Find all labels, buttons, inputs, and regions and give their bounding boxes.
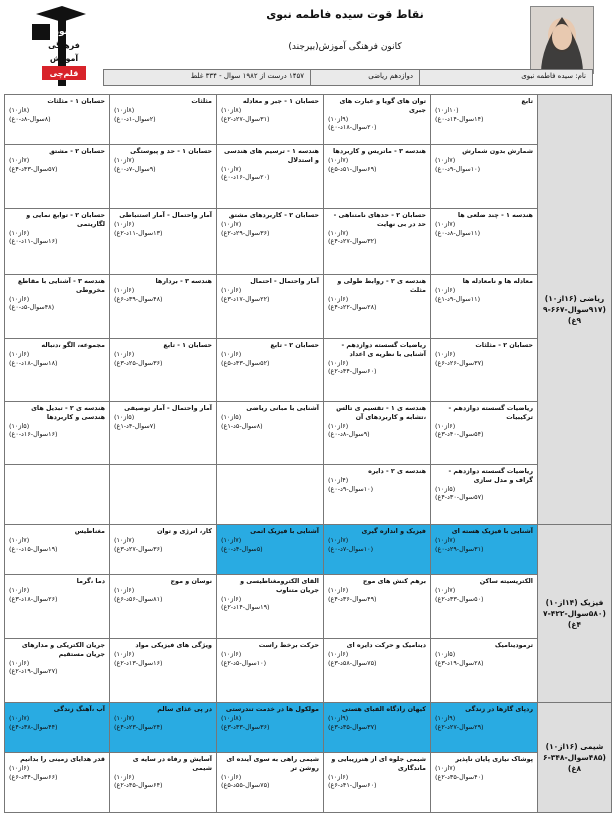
topic-title: حسابان ۱ - حد و پیوستگی <box>130 147 212 155</box>
topic-cell <box>431 275 538 339</box>
topic-score: (۵از۱۰) <box>435 649 456 658</box>
topic-title: جریان الکتریکی و مدارهای جریان مستقیم <box>21 641 105 658</box>
topic-score: (۶از۱۰) <box>221 349 242 358</box>
topic-title: مثلثات <box>191 97 212 105</box>
student-photo <box>530 6 594 74</box>
topic-counts: (۳۶سوال-۲۹د-۲غ) <box>221 228 270 237</box>
topic-title: ویژگی های فیزیکی مواد <box>135 641 212 649</box>
topic-score: (۷از۱۰) <box>221 164 242 173</box>
topic-counts: (۵۰سوال-۳۳د-۲غ) <box>435 594 484 603</box>
topic-cell <box>110 703 217 753</box>
topic-cell <box>324 275 431 339</box>
topic-cell <box>324 703 431 753</box>
topic-title: شیمی جلوه ای از هنرزیبایی و ماندگاری <box>331 755 426 772</box>
topic-cell <box>431 703 538 753</box>
topic-score: (۷از۱۰) <box>9 713 30 722</box>
topic-counts: (۱۰سوال-۵د-۲غ) <box>221 658 267 667</box>
topic-title: فیزیک و اندازه گیری <box>361 527 426 535</box>
topic-counts: (۱۱سوال-۹د-۱غ) <box>435 294 481 303</box>
table-row <box>5 275 612 339</box>
topic-cell <box>217 465 324 525</box>
topic-counts: (۴۹سوال-۳۶د-۴غ) <box>328 594 377 603</box>
topic-cell <box>110 339 217 402</box>
topic-title: شیمی راهی به سوی آینده ای روشن تر <box>226 755 319 772</box>
topic-counts: (۶۴سوال-۴۵د-۲غ) <box>114 781 163 790</box>
topic-title: ریاضیات گسسته دوازدهم - ترکیبیات <box>448 404 533 421</box>
topic-score: (۶از۱۰) <box>114 349 135 358</box>
topic-score: (۹از۱۰) <box>435 713 456 722</box>
topic-title: آشنایی با فیزیک هسته ای <box>451 527 533 535</box>
subject-label: ریاضی (۱۶از۱۰) (۹۱۷سوال-۶۶۷-۹۹غ) <box>543 293 606 326</box>
topic-score: (۶از۱۰) <box>114 772 135 781</box>
topic-counts: (۲۸سوال-۱۹د-۳غ) <box>435 658 484 667</box>
topic-title: دما ،گرما <box>76 577 105 585</box>
topic-title: ردپای گازها در زندگی <box>465 705 533 713</box>
topic-counts: (۹سوال-۸د-۰غ) <box>328 430 370 439</box>
topic-title: ترمودینامیک <box>494 641 533 649</box>
ghalamchi-logo <box>28 4 90 86</box>
topic-cell <box>217 95 324 145</box>
topic-counts: (۳۲سوال-۲۷د-۴غ) <box>328 237 377 246</box>
topic-cell <box>5 575 110 639</box>
topic-score: (۷از۱۰) <box>9 155 30 164</box>
topic-cell <box>110 753 217 813</box>
topic-counts: (۲۶سوال-۱۸د-۳غ) <box>9 594 58 603</box>
topic-cell <box>110 575 217 639</box>
topic-cell <box>217 402 324 465</box>
topic-score: (۶از۱۰) <box>221 285 242 294</box>
topic-cell <box>324 95 431 145</box>
topic-score: (۷از۱۰) <box>9 535 30 544</box>
student-avatar-icon <box>531 7 593 73</box>
topic-cell <box>110 275 217 339</box>
topic-title: آمار واحتمال - آمار توصیفی <box>124 404 212 412</box>
topic-cell <box>324 525 431 575</box>
topic-counts: (۵سوال-۴د-۰غ) <box>221 544 263 553</box>
topic-counts: (۱۹سوال-۱۴د-۲غ) <box>221 603 270 612</box>
topic-counts: (۳۱سوال-۲۷د-۲غ) <box>221 114 270 123</box>
topic-score: (۶از۱۰) <box>328 421 349 430</box>
topic-counts: (۲۹سوال-۲۷د-۲غ) <box>435 722 484 731</box>
report-subtitle: کانون فرهنگی آموزش(بیرجند) <box>288 42 402 52</box>
topic-title: کیهان زادگاه الفبای هستی <box>341 705 426 713</box>
topic-counts: (۵۲سوال-۴۳د-۵غ) <box>221 358 270 367</box>
topic-title: دینامیک و حرکت دایره ای <box>346 641 426 649</box>
topic-counts: (۲۸سوال-۲۲د-۴غ) <box>328 303 377 312</box>
subject-label: فیزیک (۱۴از۱۰) (۵۸۰سوال-۴۲۲-۷۴غ) <box>543 597 606 630</box>
topic-cell <box>324 209 431 275</box>
topic-counts: (۱۶سوال-۱۳د-۲غ) <box>114 658 163 667</box>
topic-title: حسابان ۱ - تابع <box>163 341 212 349</box>
topic-score: (۷از۱۰) <box>435 585 456 594</box>
svg-text:قلم‌چی: قلم‌چی <box>49 69 79 78</box>
topic-score: (۷از۱۰) <box>435 219 456 228</box>
table-row <box>5 402 612 465</box>
topic-title: حسابان ۲ - حدهای نامتناهی - حد در بی نهایت <box>333 211 426 228</box>
topic-cell <box>431 465 538 525</box>
topic-title: ریاضیات گسسته دوازدهم - آشنایی با نظریه ی اعداد <box>341 341 426 358</box>
topic-score: (۶از۱۰) <box>435 349 456 358</box>
topic-title: شمارش بدون شمارش <box>462 147 533 155</box>
table-row <box>5 209 612 275</box>
topic-counts: (۱۹سوال-۱۵د-۰غ) <box>9 544 58 553</box>
topic-cell <box>5 753 110 813</box>
student-grade: دوازدهم ریاضی <box>310 70 419 85</box>
topic-score: (۶از۱۰) <box>221 772 242 781</box>
topic-counts: (۶۶سوال-۳۴د-۶غ) <box>9 772 58 781</box>
topic-cell <box>431 402 538 465</box>
topic-score: (۷از۱۰) <box>435 763 456 772</box>
topic-score: (۶از۱۰) <box>435 421 456 430</box>
topic-title: برهم کنش های موج <box>362 577 426 585</box>
topic-cell <box>110 145 217 209</box>
topic-title: آشنایی با فیزیک اتمی <box>250 527 319 535</box>
topic-score: (۶از۱۰) <box>114 585 135 594</box>
topic-cell <box>217 575 324 639</box>
topic-cell <box>110 525 217 575</box>
topic-cell <box>5 209 110 275</box>
topic-title: هندسه ی ۲ - تبدیل های هندسی و کاربردها <box>31 404 105 421</box>
topic-cell <box>217 525 324 575</box>
topic-title: حسابان ۲ - تابع <box>270 341 319 349</box>
topic-score: (۷از۱۰) <box>328 155 349 164</box>
table-row <box>5 703 612 753</box>
topic-score: (۶از۱۰) <box>114 649 135 658</box>
topic-cell <box>431 753 538 813</box>
topic-counts: (۷۵سوال-۵۵د-۵غ) <box>221 781 270 790</box>
topic-cell <box>217 703 324 753</box>
svg-text:آموزش: آموزش <box>49 54 79 63</box>
topic-counts: (۲۰سوال-۱۸د-۰غ) <box>328 123 377 132</box>
topic-title: هندسه ۱ - چند ضلعی ها <box>457 211 533 219</box>
topic-counts: (۱۰سوال-۹د-۰غ) <box>435 164 481 173</box>
topic-cell <box>217 339 324 402</box>
topic-title: آسایش و رفاه در سایه ی شیمی <box>132 755 212 772</box>
topic-score: (۹از۱۰) <box>328 114 349 123</box>
table-row <box>5 145 612 209</box>
topic-title: حسابان ۲ - توابع نمایی و لگاریتمی <box>26 211 105 228</box>
topic-counts: (۵۷سوال-۴۳د-۴غ) <box>9 164 58 173</box>
topic-title: حسابان ۱ - مثلثات <box>47 97 105 105</box>
topic-counts: (۷۵سوال-۵۸د-۳غ) <box>328 658 377 667</box>
subject-cell <box>538 703 612 813</box>
table-row <box>5 575 612 639</box>
svg-text:فرهنگی: فرهنگی <box>48 41 80 50</box>
topic-title: قدر هدایای زمینی را بدانیم <box>20 755 105 763</box>
topic-title: حسابان ۲ - مثلثات <box>475 341 533 349</box>
topic-cell <box>431 575 538 639</box>
topic-score: (۷از۱۰) <box>114 155 135 164</box>
topic-score: (۷از۱۰) <box>114 713 135 722</box>
topic-title: توان های گویا و عبارت های جبری <box>339 97 426 114</box>
topic-cell <box>217 275 324 339</box>
topic-cell <box>110 95 217 145</box>
topic-cell <box>217 209 324 275</box>
topic-score: (۶از۱۰) <box>9 763 30 772</box>
topic-cell <box>5 95 110 145</box>
topic-counts: (۳۶سوال-۲۵د-۳غ) <box>114 358 163 367</box>
topic-cell <box>217 145 324 209</box>
topic-title: هندسه ۳ - ماتریس و کاربردها <box>332 147 426 155</box>
topic-title: مجموعه، الگو ،دنباله <box>41 341 105 349</box>
topic-counts: (۶۰سوال-۴۱د-۶غ) <box>328 781 377 790</box>
table-row <box>5 753 612 813</box>
topic-title: آمار واحتمال - احتمال <box>250 277 319 285</box>
topic-title: حسابان ۲ - کاربردهای مشتق <box>228 211 319 219</box>
student-stats: ۱۴۵۷ درست از ۱۹۸۲ سوال - ۳۳۴ غلط <box>190 72 304 80</box>
topic-title: هندسه ی ۲ - روابط طولی و مثلث <box>337 277 426 294</box>
topic-score: (۷از۱۰) <box>328 535 349 544</box>
topic-cell <box>110 465 217 525</box>
topic-cell <box>431 95 538 145</box>
topic-counts: (۵۷سوال-۳۰د-۴غ) <box>435 493 484 502</box>
topic-title: آب ،آهنگ زندگی <box>53 705 105 713</box>
topic-score: (۹از۱۰) <box>328 713 349 722</box>
topic-title: الکتریسیته ساکن <box>479 577 533 585</box>
topic-score: (۷از۱۰) <box>114 535 135 544</box>
topic-title: حسابان ۲ - مشتق <box>49 147 105 155</box>
topic-cell <box>5 639 110 703</box>
topic-title: در پی غذای سالم <box>157 705 212 713</box>
topic-score: (۸از۱۰) <box>221 105 242 114</box>
table-row <box>5 465 612 525</box>
topic-title: آشنایی با مبانی ریاضی <box>246 404 319 412</box>
topic-cell <box>431 339 538 402</box>
topic-counts: (۲۰سوال-۱۶د-۰غ) <box>221 173 270 182</box>
topic-score: (۷از۱۰) <box>435 155 456 164</box>
topic-score: (۸از۱۰) <box>9 105 30 114</box>
topic-score: (۶از۱۰) <box>9 658 30 667</box>
topic-counts: (۶۹سوال-۵۱د-۵غ) <box>328 164 377 173</box>
topic-counts: (۸سوال-۸د-۰غ) <box>9 114 51 123</box>
subject-label: شیمی (۱۶از۱۰) (۴۸۵سوال-۳۴۸-۶۸غ) <box>543 741 606 774</box>
topic-score: (۶از۱۰) <box>221 649 242 658</box>
topic-title: آمار واحتمال - آمار استنباطی <box>119 211 212 219</box>
topic-score: (۷از۱۰) <box>221 535 242 544</box>
table-row <box>5 95 612 145</box>
table-row <box>5 525 612 575</box>
topic-score: (۷از۱۰) <box>435 535 456 544</box>
topic-counts: (۱۰سوال-۹د-۰غ) <box>328 484 374 493</box>
topic-cell <box>324 339 431 402</box>
strengths-table <box>4 94 612 813</box>
table-row <box>5 639 612 703</box>
topic-score: (۶از۱۰) <box>114 285 135 294</box>
topic-counts: (۳۷سوال-۲۶د-۶غ) <box>435 358 484 367</box>
topic-counts: (۷سوال-۴د-۱غ) <box>114 421 156 430</box>
topic-cell <box>324 145 431 209</box>
topic-counts: (۱۴سوال-۱۴د-۰غ) <box>435 114 484 123</box>
topic-cell <box>431 525 538 575</box>
topic-counts: (۱۱سوال-۸د-۰غ) <box>435 228 481 237</box>
topic-cell <box>5 339 110 402</box>
topic-title: کار، انرژی و توان <box>156 527 212 535</box>
topic-title: هندسه ۳ - آشنایی با مقاطع مخروطی <box>17 277 105 294</box>
topic-counts: (۳۱سوال-۲۹د-۰غ) <box>435 544 484 553</box>
topic-counts: (۴۸سوال-۳۹د-۶غ) <box>114 294 163 303</box>
topic-score: (۶از۱۰) <box>9 228 30 237</box>
topic-cell <box>324 639 431 703</box>
topic-score: (۶از۱۰) <box>9 349 30 358</box>
topic-counts: (۲۲سوال-۱۷د-۳غ) <box>221 294 270 303</box>
topic-cell <box>5 525 110 575</box>
topic-counts: (۲۷سوال-۱۹د-۲غ) <box>9 667 58 676</box>
topic-score: (۶از۱۰) <box>114 219 135 228</box>
topic-cell <box>431 145 538 209</box>
topic-score: (۶از۱۰) <box>328 358 349 367</box>
topic-score: (۶از۱۰) <box>9 294 30 303</box>
subject-cell <box>538 95 612 525</box>
topic-score: (۶از۱۰) <box>328 294 349 303</box>
topic-title: حسابان ۱ - جبر و معادله <box>242 97 319 105</box>
topic-counts: (۶۰سوال-۴۴د-۲غ) <box>328 367 377 376</box>
topic-score: (۶از۱۰) <box>9 585 30 594</box>
topic-score: (۶از۱۰) <box>221 594 242 603</box>
topic-score: (۴از۱۰) <box>328 475 349 484</box>
table-row <box>5 339 612 402</box>
topic-title: القای الکترومغناطیسی و جریان متناوب <box>240 577 319 594</box>
topic-score: (۵از۱۰) <box>9 421 30 430</box>
topic-cell <box>110 639 217 703</box>
topic-title: هندسه ۱ - ترسیم های هندسی و استدلال <box>223 147 319 164</box>
topic-title: هندسه ۳ - بردارها <box>155 277 212 285</box>
topic-counts: (۲۴سوال-۲۳د-۴غ) <box>114 722 163 731</box>
topic-counts: (۴۸سوال-۵د-۰غ) <box>9 303 55 312</box>
topic-cell <box>5 402 110 465</box>
topic-cell <box>5 465 110 525</box>
topic-title: هندسه ی ۲ - دایره <box>368 467 426 475</box>
topic-title: هندسه ی ۱ - تقسیم ی تالس ،تشابه و کاربردهای آن <box>336 404 426 421</box>
topic-counts: (۳۶سوال-۳۳د-۳غ) <box>221 722 270 731</box>
topic-title: معادله ها و نامعادله ها <box>462 277 533 285</box>
student-info-bar <box>103 69 593 86</box>
topic-counts: (۱۶سوال-۱۱د-۰غ) <box>9 237 58 246</box>
topic-cell <box>5 703 110 753</box>
topic-title: مغناطیس <box>74 527 105 535</box>
topic-cell <box>431 209 538 275</box>
report-title: نقاط قوت سیده فاطمه نبوی <box>266 8 424 21</box>
topic-score: (۵از۱۰) <box>114 412 135 421</box>
topic-cell <box>324 753 431 813</box>
topic-counts: (۱۶سوال-۱۶د-۰غ) <box>9 430 58 439</box>
topic-score: (۷از۱۰) <box>328 228 349 237</box>
svg-text:کانون: کانون <box>51 27 77 37</box>
topic-cell <box>217 639 324 703</box>
subject-cell <box>538 525 612 703</box>
topic-score: (۶از۱۰) <box>435 285 456 294</box>
topic-cell <box>5 145 110 209</box>
topic-cell <box>324 402 431 465</box>
topic-score: (۷از۱۰) <box>221 219 242 228</box>
topic-counts: (۸۱سوال-۵۶د-۶غ) <box>114 594 163 603</box>
topic-counts: (۲سوال-۱د-۰غ) <box>114 114 156 123</box>
topic-cell <box>324 465 431 525</box>
topic-score: (۸از۱۰) <box>114 105 135 114</box>
topic-title: پوشاک نیازی پایان ناپذیر <box>455 755 533 763</box>
topic-title: مولکول ها در خدمت تندرستی <box>225 705 319 713</box>
topic-title: حرکت برخط راست <box>258 641 319 649</box>
topic-cell <box>5 275 110 339</box>
topic-cell <box>110 209 217 275</box>
topic-score: (۱۰از۱۰) <box>435 105 459 114</box>
topic-score: (۵از۱۰) <box>221 412 242 421</box>
topic-counts: (۹سوال-۷د-۰غ) <box>114 164 156 173</box>
topic-score: (۸از۱۰) <box>221 713 242 722</box>
topic-title: نوسان و موج <box>170 577 212 585</box>
topic-counts: (۵۴سوال-۴۰د-۳غ) <box>435 430 484 439</box>
student-name: نام: سیده فاطمه نبوی <box>419 70 592 85</box>
topic-title: تابع <box>521 97 533 105</box>
topic-counts: (۴۰سوال-۳۵د-۲غ) <box>435 772 484 781</box>
topic-cell <box>431 639 538 703</box>
topic-counts: (۱۰سوال-۷د-۰غ) <box>328 544 374 553</box>
report-header <box>0 0 615 92</box>
topic-score: (۶از۱۰) <box>328 585 349 594</box>
topic-counts: (۴۴سوال-۳۸د-۴غ) <box>9 722 58 731</box>
topic-title: ریاضیات گسسته دوازدهم - گراف و مدل سازی <box>448 467 533 484</box>
topic-counts: (۱۸سوال-۱۸د-۰غ) <box>9 358 58 367</box>
topic-score: (۵از۱۰) <box>435 484 456 493</box>
topic-score: (۶از۱۰) <box>328 772 349 781</box>
topic-counts: (۸سوال-۵د-۱غ) <box>221 421 263 430</box>
topic-counts: (۳۷سوال-۳۵د-۳غ) <box>328 722 377 731</box>
topic-counts: (۱۳سوال-۱۱د-۲غ) <box>114 228 163 237</box>
topic-cell <box>217 753 324 813</box>
topic-counts: (۳۶سوال-۲۷د-۳غ) <box>114 544 163 553</box>
topic-cell <box>110 402 217 465</box>
topic-cell <box>324 575 431 639</box>
topic-score: (۶از۱۰) <box>328 649 349 658</box>
